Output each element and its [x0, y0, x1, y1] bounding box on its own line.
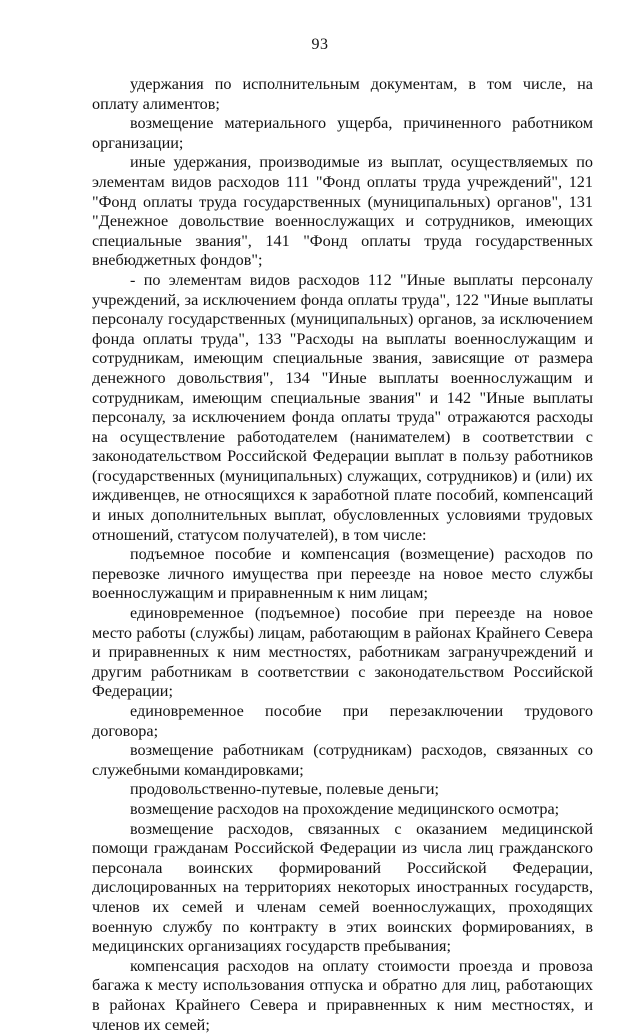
paragraph-medical-exam: возмещение расходов на прохождение медицинского осмотра; — [130, 799, 560, 818]
paragraph-other-deductions: иные удержания, производимые из выплат, осуществляемых по элементам видов расходов 111 "Фонд оплаты труда учреждений", 121 "Фонд оплаты труда государственных (муниципальных) органов", 131 "Денежное довольствие военнослужащих и сотрудников, имеющих специальные звания", 141 "Фонд оплаты труда государственных внебюджетных фондов"; — [92, 153, 593, 270]
paragraph-field-money: продовольственно-путевые, полевые деньги; — [130, 780, 440, 799]
paragraph-north-allowance: единовременное (подъемное) пособие при переезде на новое место работы (службы) лицам, работающим в районах Крайнего Севера и приравненных к ним местностях, работникам загранучреждений и другим работникам в соответствии с законодательством Российской Федерации; — [92, 604, 593, 701]
paragraph-alimony-deductions: удержания по исполнительным документам, в том числе, на оплату алиментов; — [92, 75, 593, 113]
paragraph-contract-renewal: единовременное пособие при перезаключении трудового договора; — [92, 702, 593, 740]
paragraph-vacation-travel: компенсация расходов на оплату стоимости проезда и провоза багажа к месту использования отпуска и обратно для лиц, работающих в районах Крайнего Севера и приравненных к ним местностях, и членов их семей; — [92, 956, 593, 1034]
paragraph-medical-care-abroad: возмещение расходов, связанных с оказанием медицинской помощи гражданам Российской Федерации из числа лиц гражданского персонала воинских формирований Российской Федерации, дислоцированных на территориях некоторых иностранных государств, членов их семей и членам семей военнослужащих, проходящих военную службу по контракту в этих воинских формированиях, в медицинских организациях государств пребывания; — [92, 819, 593, 956]
page-number: 93 — [311, 36, 329, 53]
paragraph-relocation-allowance: подъемное пособие и компенсация (возмещение) расходов по перевозке личного имущества при переезде на новое место службы военнослужащим и приравненным к ним лицам; — [92, 545, 593, 603]
paragraph-other-payments: - по элементам видов расходов 112 "Иные выплаты персоналу учреждений, за исключением фонда оплаты труда", 122 "Иные выплаты персоналу государственных (муниципальных) органов, за исключением фонда оплаты труда", 133 "Расходы на выплаты военнослужащим и сотрудникам, имеющим специальные звания, зависящие от размера денежного довольствия", 134 "Иные выплаты военнослужащим и сотрудникам, имеющим специальные звания" и 142 "Иные выплаты персоналу, за исключением фонда оплаты труда" отражаются расходы на осуществление работодателем (нанимателем) в соответствии с законодательством Российской Федерации выплат в пользу работников (государственных (муниципальных) служащих, сотрудников) и (или) их иждивенцев, не относящихся к заработной плате пособий, компенсаций и иных дополнительных выплат, обусловленных условиями трудовых отношений, статусом получателей), в том числе: — [92, 270, 593, 544]
paragraph-material-damage: возмещение материального ущерба, причиненного работником организации; — [92, 114, 593, 152]
document-body — [92, 75, 593, 1035]
paragraph-business-trips: возмещение работникам (сотрудникам) расходов, связанных со служебными командировками; — [92, 741, 593, 779]
